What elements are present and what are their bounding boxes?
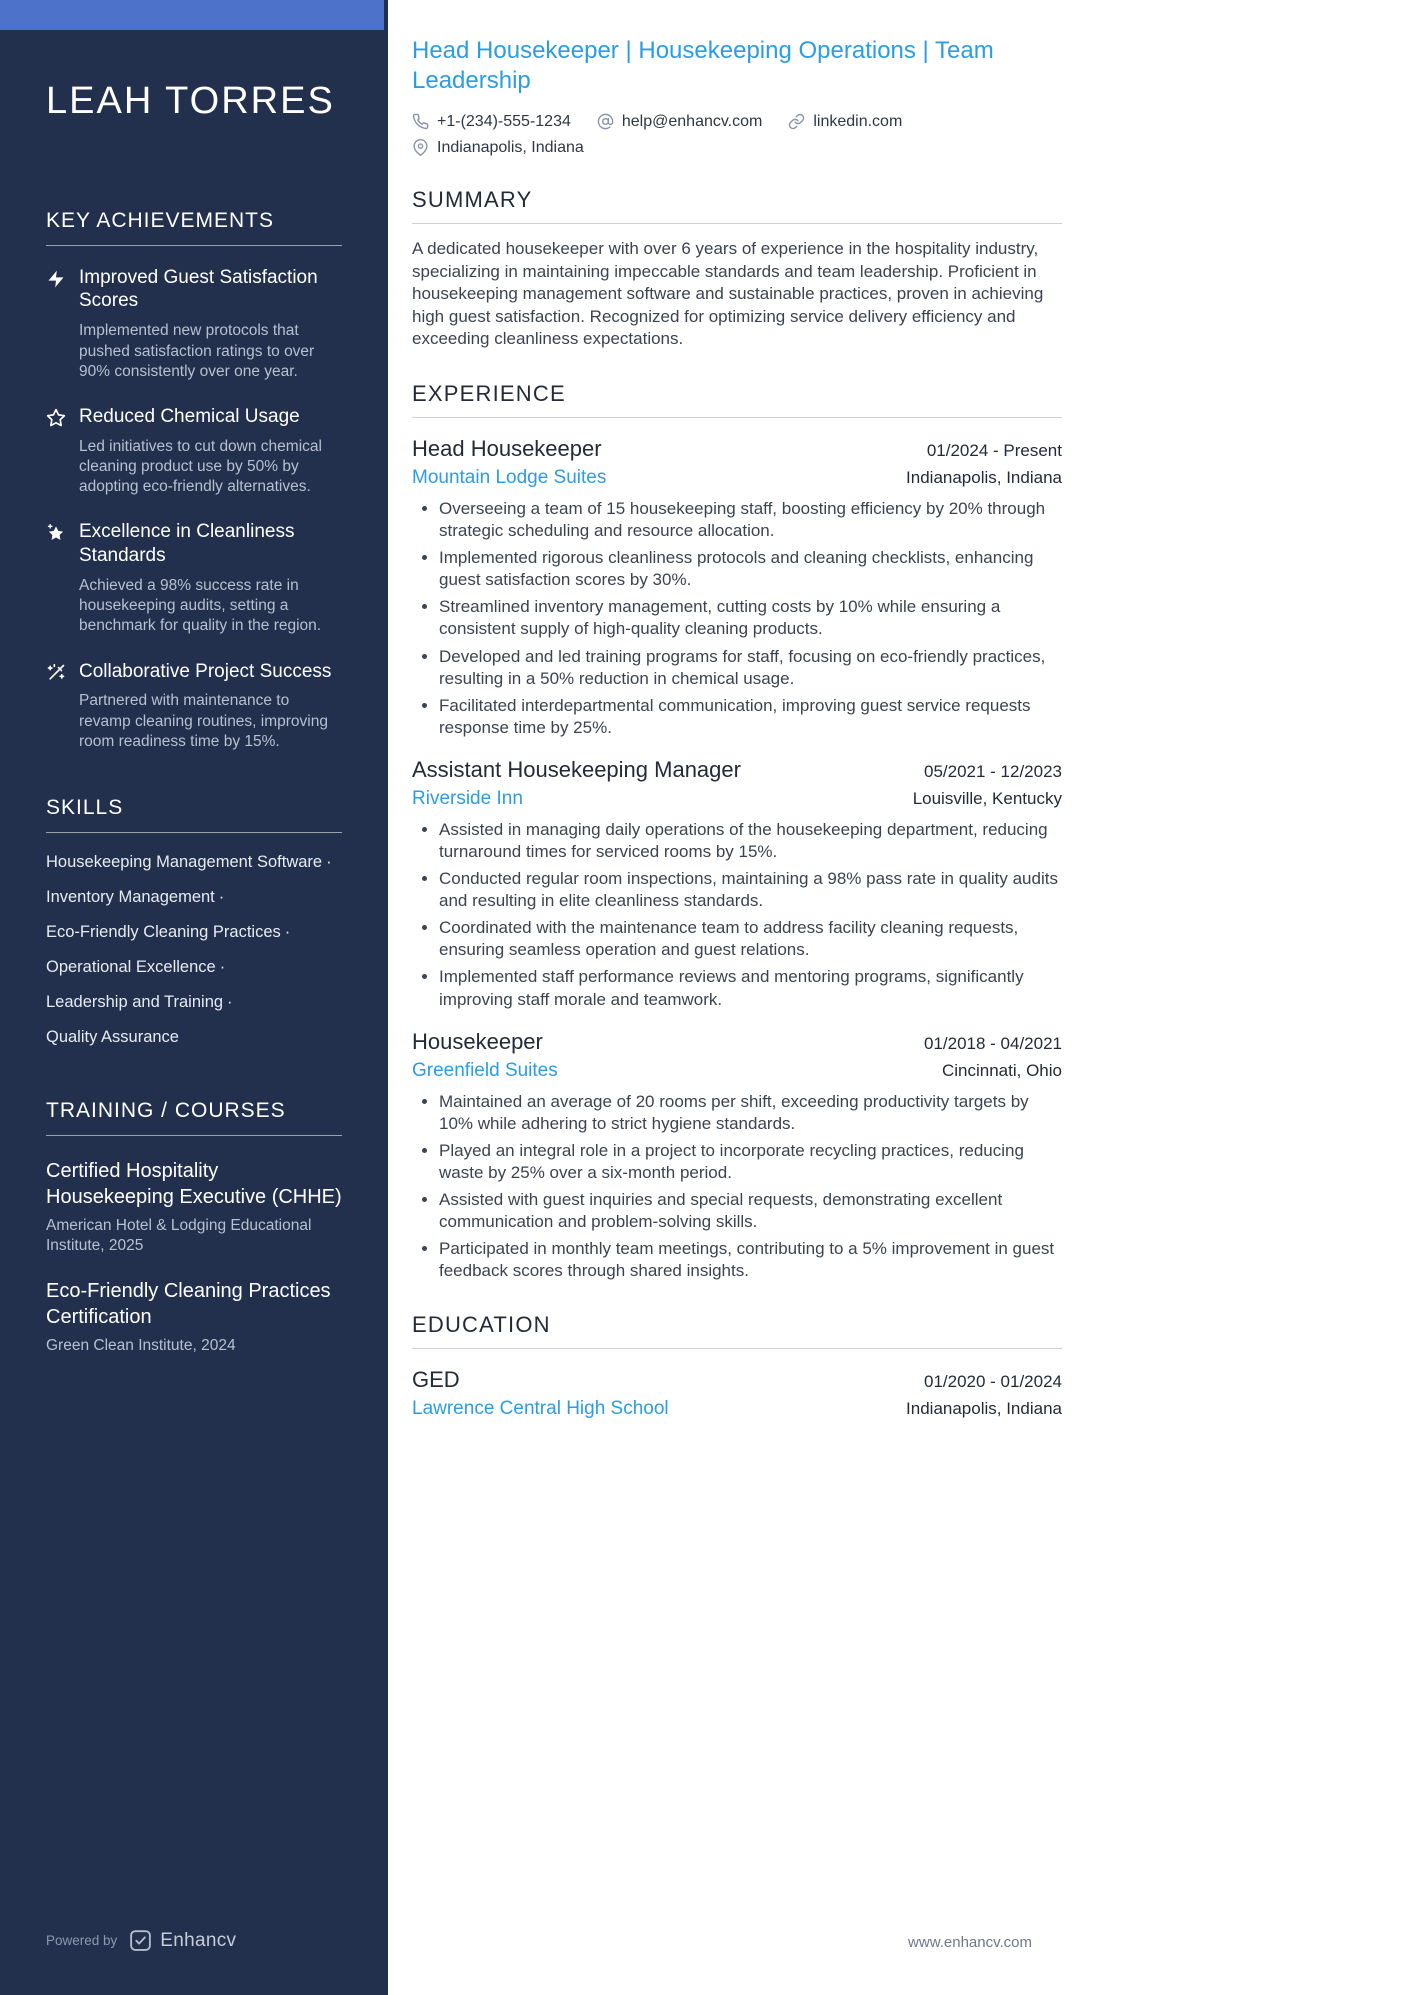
training-section	[46, 1099, 342, 1356]
education-dates: 01/2020 - 01/2024	[923, 1372, 1062, 1392]
achievement-description: Partnered with maintenance to revamp cleaning routines, improving room readiness time by 15%.	[79, 692, 328, 750]
candidate-name: LEAH TORRES	[46, 80, 335, 122]
skill-separator: ·	[219, 957, 226, 976]
skills-section	[46, 796, 342, 1055]
resume-header	[412, 36, 1062, 157]
achievement-title: Collaborative Project Success	[79, 660, 332, 682]
skill-item: Inventory Management ·	[46, 887, 225, 906]
achievement-description: Implemented new protocols that pushed satisfaction ratings to over 90% consistently over one year.	[79, 322, 315, 380]
job-bullet: • Implemented rigorous cleanliness protocols and cleaning checklists, enhancing guest satisfaction scores by 30%.	[439, 547, 1062, 591]
training-heading: TRAINING / COURSES	[46, 1099, 342, 1136]
wand-icon	[46, 663, 66, 683]
job-bullet: • Assisted with guest inquiries and special requests, demonstrating excellent communication and problem-solving skills.	[439, 1189, 1062, 1233]
location-row	[412, 139, 1062, 157]
skill-item: Quality Assurance	[46, 1027, 179, 1046]
job-bullet: • Conducted regular room inspections, maintaining a 98% pass rate in quality audits and resulting in elite cleanliness standards.	[439, 868, 1062, 912]
skills-heading: SKILLS	[46, 796, 342, 833]
star-outline-icon	[46, 408, 66, 428]
powered-by	[46, 1928, 236, 1953]
skill-separator: ·	[326, 852, 332, 871]
achievement-description: Led initiatives to cut down chemical cleaning product use by 50% by adopting eco-friendly alternatives.	[79, 437, 322, 496]
powered-by-label: Powered by	[46, 1933, 118, 1948]
job-dates: 05/2021 - 12/2023	[923, 761, 1062, 781]
job-bullet: • Implemented staff performance reviews and mentoring programs, significantly improving staff morale and teamwork.	[439, 966, 1062, 1010]
at-sign-icon	[597, 113, 614, 130]
school-name: Lawrence Central High School	[412, 1398, 669, 1420]
summary-text: A dedicated housekeeper with over 6 years of experience in the hospitality industry, specializing in maintaining impeccable standards and team leadership. Proficient in housekeeping management software and sustainable practices, proven in achieving high guest satisfaction. Recognized for optimizing service delivery efficiency and exceeding cleanliness expectations.	[412, 238, 1044, 349]
job-title: Housekeeper	[412, 1028, 543, 1054]
course-title: Certified Hospitality Housekeeping Executive (CHHE)	[46, 1159, 342, 1208]
contact-row	[412, 113, 1062, 131]
experience-entry	[412, 757, 1062, 1011]
education-location: Indianapolis, Indiana	[906, 1399, 1062, 1419]
site-url[interactable]: www.enhancv.com	[908, 1934, 1032, 1951]
achievement-item	[46, 405, 342, 497]
job-location: Louisville, Kentucky	[912, 788, 1062, 808]
phone-icon	[412, 113, 429, 130]
job-bullet: • Developed and led training programs for staff, focusing on eco-friendly practices, resulting in a 50% reduction in chemical usage.	[439, 646, 1062, 690]
top-accent-strip	[0, 0, 384, 30]
course-organization: American Hotel & Lodging Educational Institute, 2025	[46, 1216, 312, 1254]
experience-entry	[412, 436, 1062, 739]
job-title: Assistant Housekeeping Manager	[412, 756, 741, 782]
course-title: Eco-Friendly Cleaning Practices Certification	[46, 1280, 331, 1329]
summary-heading: SUMMARY	[412, 187, 1062, 224]
course-item	[46, 1158, 342, 1256]
star-sparkle-icon	[46, 523, 66, 543]
phone-number[interactable]: +1-(234)-555-1234	[412, 113, 571, 131]
job-bullet: • Maintained an average of 20 rooms per shift, exceeding productivity targets by 10% while adhering to strict hygiene standards.	[439, 1091, 1062, 1135]
key-achievements-section	[46, 209, 342, 752]
main-content	[412, 0, 1062, 1995]
experience-section	[412, 381, 1062, 1282]
job-bullet: • Overseeing a team of 15 housekeeping staff, boosting efficiency by 20% through strategic scheduling and resource allocation.	[439, 498, 1062, 542]
lightning-icon	[46, 269, 66, 289]
skill-separator: ·	[218, 887, 225, 906]
enhancv-wordmark: Enhancv	[160, 1929, 237, 1951]
job-dates: 01/2024 - Present	[926, 440, 1062, 460]
achievement-item	[46, 266, 342, 382]
location-pin-icon	[412, 139, 429, 156]
education-section	[412, 1312, 1062, 1420]
achievement-title: Reduced Chemical Usage	[79, 405, 300, 427]
skill-separator: ·	[227, 992, 233, 1011]
summary-section	[412, 187, 1062, 351]
skill-separator: ·	[284, 922, 291, 941]
email-link[interactable]: help@enhancv.com	[597, 113, 762, 131]
achievement-item	[46, 520, 342, 636]
achievement-title: Excellence in Cleanliness Standards	[79, 521, 295, 567]
skill-item: Leadership and Training ·	[46, 992, 233, 1011]
company-name: Riverside Inn	[412, 787, 523, 809]
key-achievements-heading: KEY ACHIEVEMENTS	[46, 209, 342, 246]
enhancv-logo[interactable]	[128, 1928, 236, 1953]
job-bullet: • Played an integral role in a project to incorporate recycling practices, reducing waste by 25% over a six-month period.	[439, 1140, 1062, 1184]
job-bullet: • Assisted in managing daily operations of the housekeeping department, reducing turnaround times for serviced rooms by 15%.	[439, 819, 1062, 863]
job-bullet-list	[412, 1091, 1062, 1283]
company-name: Mountain Lodge Suites	[412, 466, 607, 488]
education-entry	[412, 1367, 1062, 1420]
education-heading: EDUCATION	[412, 1312, 1062, 1349]
headline: Head Housekeeper | Housekeeping Operations | Team Leadership	[412, 37, 994, 95]
job-bullet: • Facilitated interdepartmental communication, improving guest service requests response time by 25%.	[439, 695, 1062, 739]
job-dates: 01/2018 - 04/2021	[923, 1033, 1062, 1053]
job-title: Head Housekeeper	[412, 435, 602, 461]
job-location: Cincinnati, Ohio	[941, 1060, 1062, 1080]
job-location: Indianapolis, Indiana	[906, 467, 1062, 487]
link-icon	[788, 113, 805, 130]
achievement-description: Achieved a 98% success rate in housekeeping audits, setting a benchmark for quality in the region.	[79, 577, 322, 635]
enhancv-logo-icon	[128, 1928, 153, 1953]
job-bullet: • Streamlined inventory management, cutting costs by 10% while ensuring a consistent supply of high-quality cleaning products.	[439, 596, 1062, 640]
job-bullet: • Coordinated with the maintenance team to address facility cleaning requests, ensuring seamless operation and guest relations.	[439, 917, 1062, 961]
job-bullet: • Participated in monthly team meetings, contributing to a 5% improvement in guest feedback scores through shared insights.	[439, 1238, 1062, 1282]
job-bullet-list	[412, 819, 1062, 1011]
achievement-title: Improved Guest Satisfaction Scores	[79, 266, 318, 312]
skill-item: Housekeeping Management Software ·	[46, 852, 332, 871]
skill-item: Operational Excellence ·	[46, 957, 226, 976]
course-organization: Green Clean Institute, 2024	[46, 1337, 236, 1355]
sidebar	[0, 0, 388, 1995]
experience-heading: EXPERIENCE	[412, 381, 1062, 418]
location: Indianapolis, Indiana	[412, 139, 584, 157]
job-bullet-list	[412, 498, 1062, 739]
course-item	[46, 1278, 342, 1356]
achievement-item	[46, 660, 342, 752]
experience-entry	[412, 1029, 1062, 1283]
degree-title: GED	[412, 1367, 460, 1393]
skill-item: Eco-Friendly Cleaning Practices ·	[46, 922, 291, 941]
website-link[interactable]: linkedin.com	[788, 113, 902, 131]
company-name: Greenfield Suites	[412, 1059, 558, 1081]
